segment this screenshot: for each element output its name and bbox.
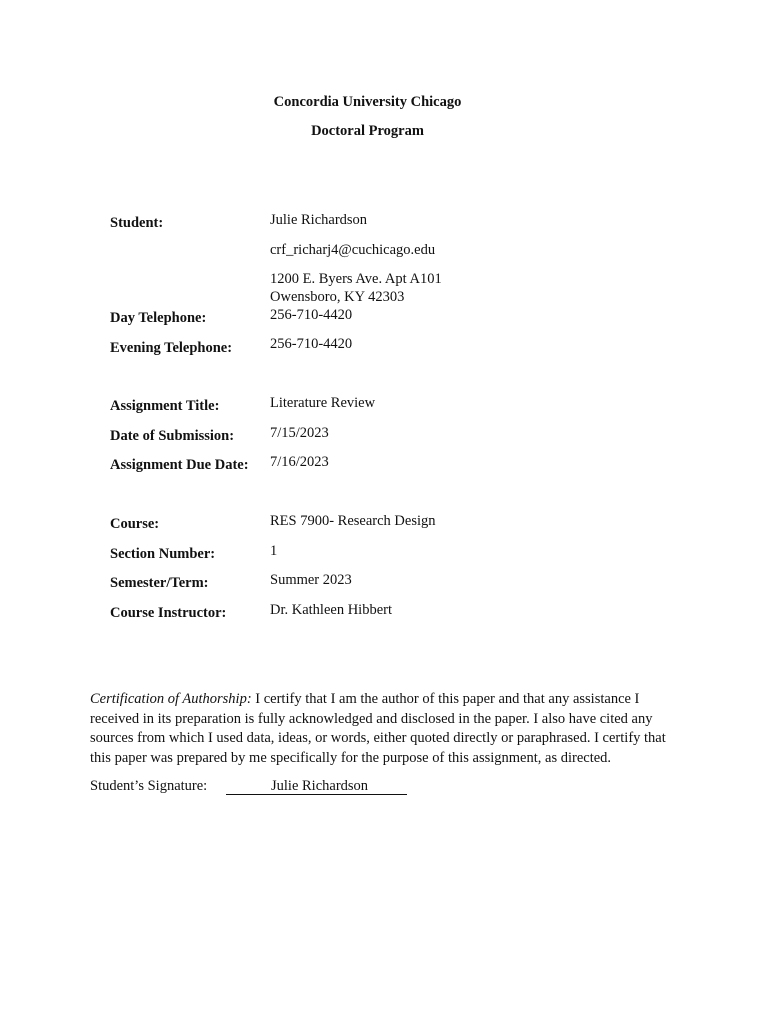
submission-date-value: 7/15/2023 [270, 425, 329, 441]
semester-term-value: Summer 2023 [270, 572, 352, 588]
course-label: Course: [110, 516, 160, 532]
section-number-value: 1 [270, 543, 278, 559]
section-number-label: Section Number: [110, 546, 216, 562]
course-value: RES 7900- Research Design [270, 513, 436, 529]
evening-telephone-value: 256-710-4420 [270, 336, 353, 352]
assignment-title-label: Assignment Title: [110, 398, 220, 414]
due-date-value: 7/16/2023 [270, 454, 329, 470]
student-name: Julie Richardson [270, 212, 368, 228]
certification-text: I certify that I am the author of this paper and that any assistance I received in its preparation is fully acknowledged and disclosed in the paper. I also have cited any sources from which I used data, ideas, or words, either quoted directly or paraphrased. I certify that this paper was prepared by me specifically for the purpose of this assignment, as directed. [90, 691, 666, 766]
signature-name: Julie Richardson [271, 778, 369, 794]
address-line-1: 1200 E. Byers Ave. Apt A101 [270, 271, 442, 287]
due-date-label: Assignment Due Date: [110, 457, 249, 473]
day-telephone-value: 256-710-4420 [270, 307, 353, 323]
course-instructor-label: Course Instructor: [110, 605, 227, 621]
submission-date-label: Date of Submission: [110, 428, 235, 444]
student-email: crf_richarj4@cuchicago.edu [270, 242, 436, 258]
address-line-2: Owensboro, KY 42303 [270, 289, 405, 305]
program-name: Doctoral Program [311, 123, 424, 139]
evening-telephone-label: Evening Telephone: [110, 340, 233, 356]
certification-heading: Certification of Authorship: [90, 691, 252, 707]
university-name: Concordia University Chicago [273, 94, 462, 110]
course-instructor-value: Dr. Kathleen Hibbert [270, 602, 393, 618]
student-label: Student: [110, 215, 164, 231]
day-telephone-label: Day Telephone: [110, 310, 207, 326]
assignment-title-value: Literature Review [270, 395, 376, 411]
signature-label: Student’s Signature: [90, 778, 208, 794]
certification-paragraph [90, 690, 680, 768]
semester-term-label: Semester/Term: [110, 575, 209, 591]
signature-line [226, 778, 407, 795]
